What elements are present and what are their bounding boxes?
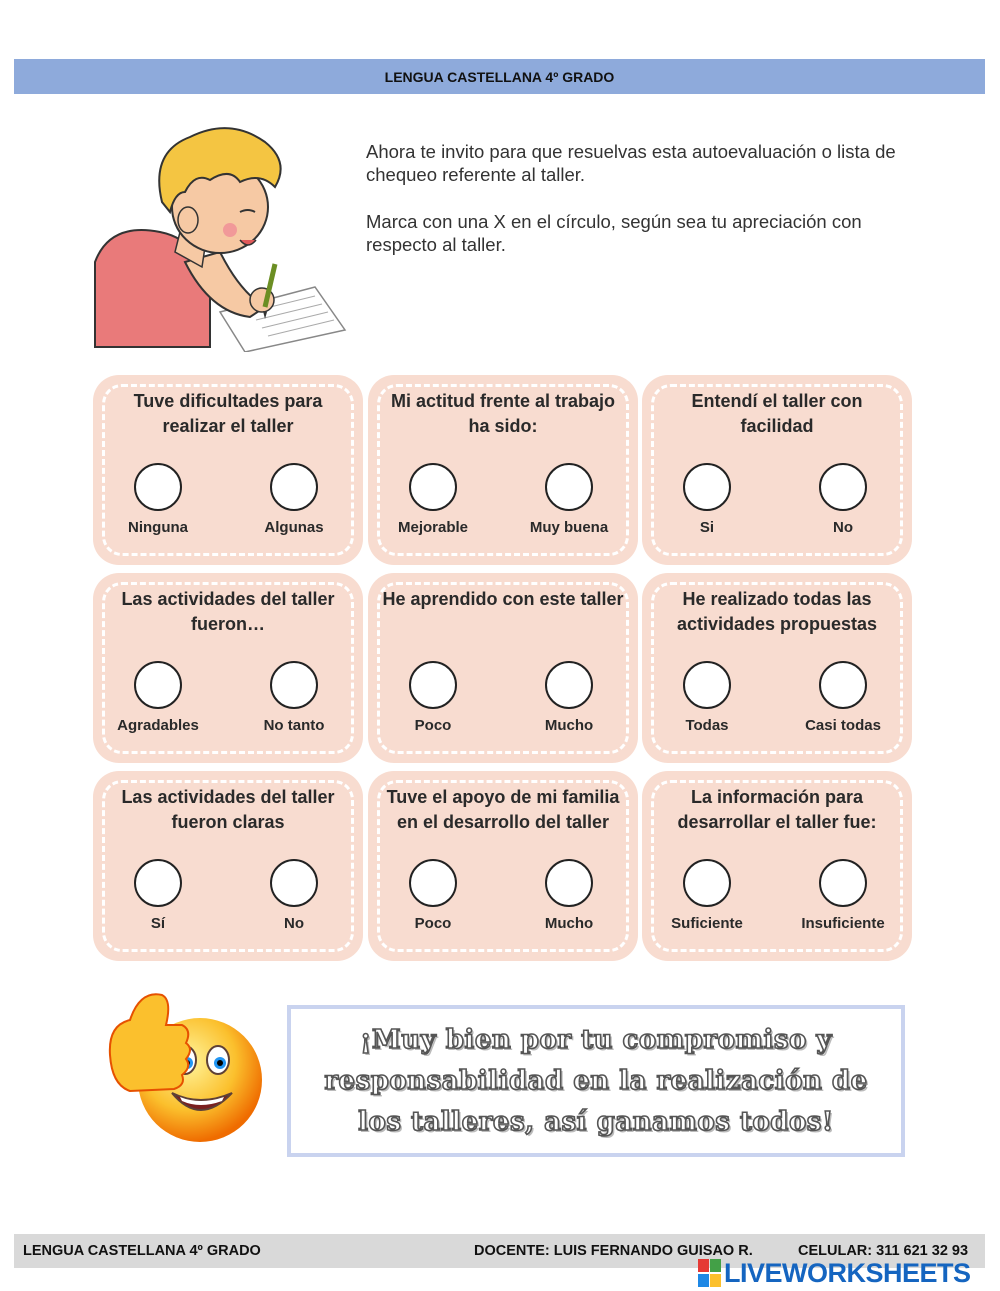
intro-paragraph-1: Ahora te invito para que resuelvas esta autoevaluación o lista de chequeo referente al taller. (366, 141, 896, 185)
answer-circle[interactable] (683, 859, 731, 907)
option-casi-todas[interactable] (783, 661, 903, 734)
option-si-accent[interactable] (98, 859, 218, 932)
option-agradables[interactable] (98, 661, 218, 734)
survey-card-activities (93, 573, 363, 763)
option-label: Mucho (544, 717, 594, 734)
card-title: Tuve dificultades para realizar el taller (133, 391, 323, 436)
answer-circle[interactable] (270, 661, 318, 709)
option-todas[interactable] (647, 661, 767, 734)
survey-card-clear (93, 771, 363, 961)
survey-card-learned (368, 573, 638, 763)
option-no-tanto[interactable] (234, 661, 354, 734)
footer-teacher: DOCENTE: LUIS FERNANDO GUISAO R. (474, 1243, 753, 1259)
card-title: He realizado todas las actividades propuestas (676, 589, 878, 634)
card-title: Las actividades del taller fueron claras (121, 787, 335, 832)
thumbs-up-smiley-icon (100, 985, 275, 1145)
answer-circle[interactable] (134, 463, 182, 511)
option-label: Si (699, 519, 715, 536)
survey-card-completed (642, 573, 912, 763)
congratulations-message: ¡Muy bien por tu compromiso y responsabilidad en la realización de los talleres, así ganamos todos! (324, 1024, 868, 1137)
option-label: Algunas (264, 519, 324, 536)
answer-circle[interactable] (545, 463, 593, 511)
option-no[interactable] (783, 463, 903, 536)
option-algunas[interactable] (234, 463, 354, 536)
option-label: Casi todas (805, 717, 881, 734)
answer-circle[interactable] (270, 859, 318, 907)
option-poco[interactable] (373, 661, 493, 734)
survey-card-difficulties (93, 375, 363, 565)
answer-circle[interactable] (819, 463, 867, 511)
answer-circle[interactable] (683, 661, 731, 709)
survey-card-family-support (368, 771, 638, 961)
answer-circle[interactable] (409, 661, 457, 709)
option-label: Poco (414, 717, 452, 734)
option-mejorable[interactable] (373, 463, 493, 536)
boy-writing-illustration (90, 112, 350, 352)
card-title: La información para desarrollar el taller fue: (677, 787, 877, 832)
option-label: Insuficiente (801, 915, 885, 932)
option-label: Muy buena (529, 519, 609, 536)
answer-circle[interactable] (545, 859, 593, 907)
option-insuficiente[interactable] (783, 859, 903, 932)
answer-circle[interactable] (409, 463, 457, 511)
option-si[interactable] (647, 463, 767, 536)
answer-circle[interactable] (819, 661, 867, 709)
card-title: Las actividades del taller fueron… (121, 589, 335, 634)
option-mucho[interactable] (509, 661, 629, 734)
answer-circle[interactable] (683, 463, 731, 511)
survey-card-attitude (368, 375, 638, 565)
card-title: Mi actitud frente al trabajo ha sido: (390, 391, 616, 436)
intro-text (366, 140, 926, 280)
answer-circle[interactable] (819, 859, 867, 907)
congratulations-box (287, 1005, 905, 1157)
footer-subject: LENGUA CASTELLANA 4º GRADO (23, 1243, 261, 1259)
card-title: Entendí el taller con facilidad (691, 391, 863, 436)
option-no[interactable] (234, 859, 354, 932)
option-label: Todas (685, 717, 729, 734)
intro-paragraph-2: Marca con una X en el círculo, según sea tu apreciación con respecto al taller. (366, 211, 862, 255)
option-label: No (833, 519, 853, 536)
answer-circle[interactable] (134, 661, 182, 709)
survey-card-understood (642, 375, 912, 565)
option-label: Sí (150, 915, 166, 932)
option-label: No tanto (263, 717, 325, 734)
liveworksheets-text: LIVEWORKSHEETS (724, 1258, 971, 1288)
answer-circle[interactable] (409, 859, 457, 907)
option-label: Mucho (544, 915, 594, 932)
option-muy-buena[interactable] (509, 463, 629, 536)
option-label: Mejorable (397, 519, 469, 536)
option-label: Suficiente (671, 915, 743, 932)
option-label: No (284, 915, 304, 932)
survey-card-information (642, 771, 912, 961)
answer-circle[interactable] (270, 463, 318, 511)
liveworksheets-logo[interactable] (698, 1258, 998, 1288)
option-label: Poco (414, 915, 452, 932)
footer-phone: CELULAR: 311 621 32 93 (798, 1243, 969, 1259)
option-suficiente[interactable] (647, 859, 767, 932)
option-label: Agradables (117, 717, 199, 734)
option-label: Ninguna (128, 519, 188, 536)
card-title: He aprendido con este taller (382, 589, 624, 609)
option-poco[interactable] (373, 859, 493, 932)
option-mucho[interactable] (509, 859, 629, 932)
header-title: LENGUA CASTELLANA 4º GRADO (384, 68, 615, 85)
liveworksheets-badge-icon (698, 1259, 722, 1289)
option-ninguna[interactable] (98, 463, 218, 536)
answer-circle[interactable] (134, 859, 182, 907)
header-bar (14, 59, 985, 94)
answer-circle[interactable] (545, 661, 593, 709)
card-title: Tuve el apoyo de mi familia en el desarrollo del taller (386, 787, 620, 832)
